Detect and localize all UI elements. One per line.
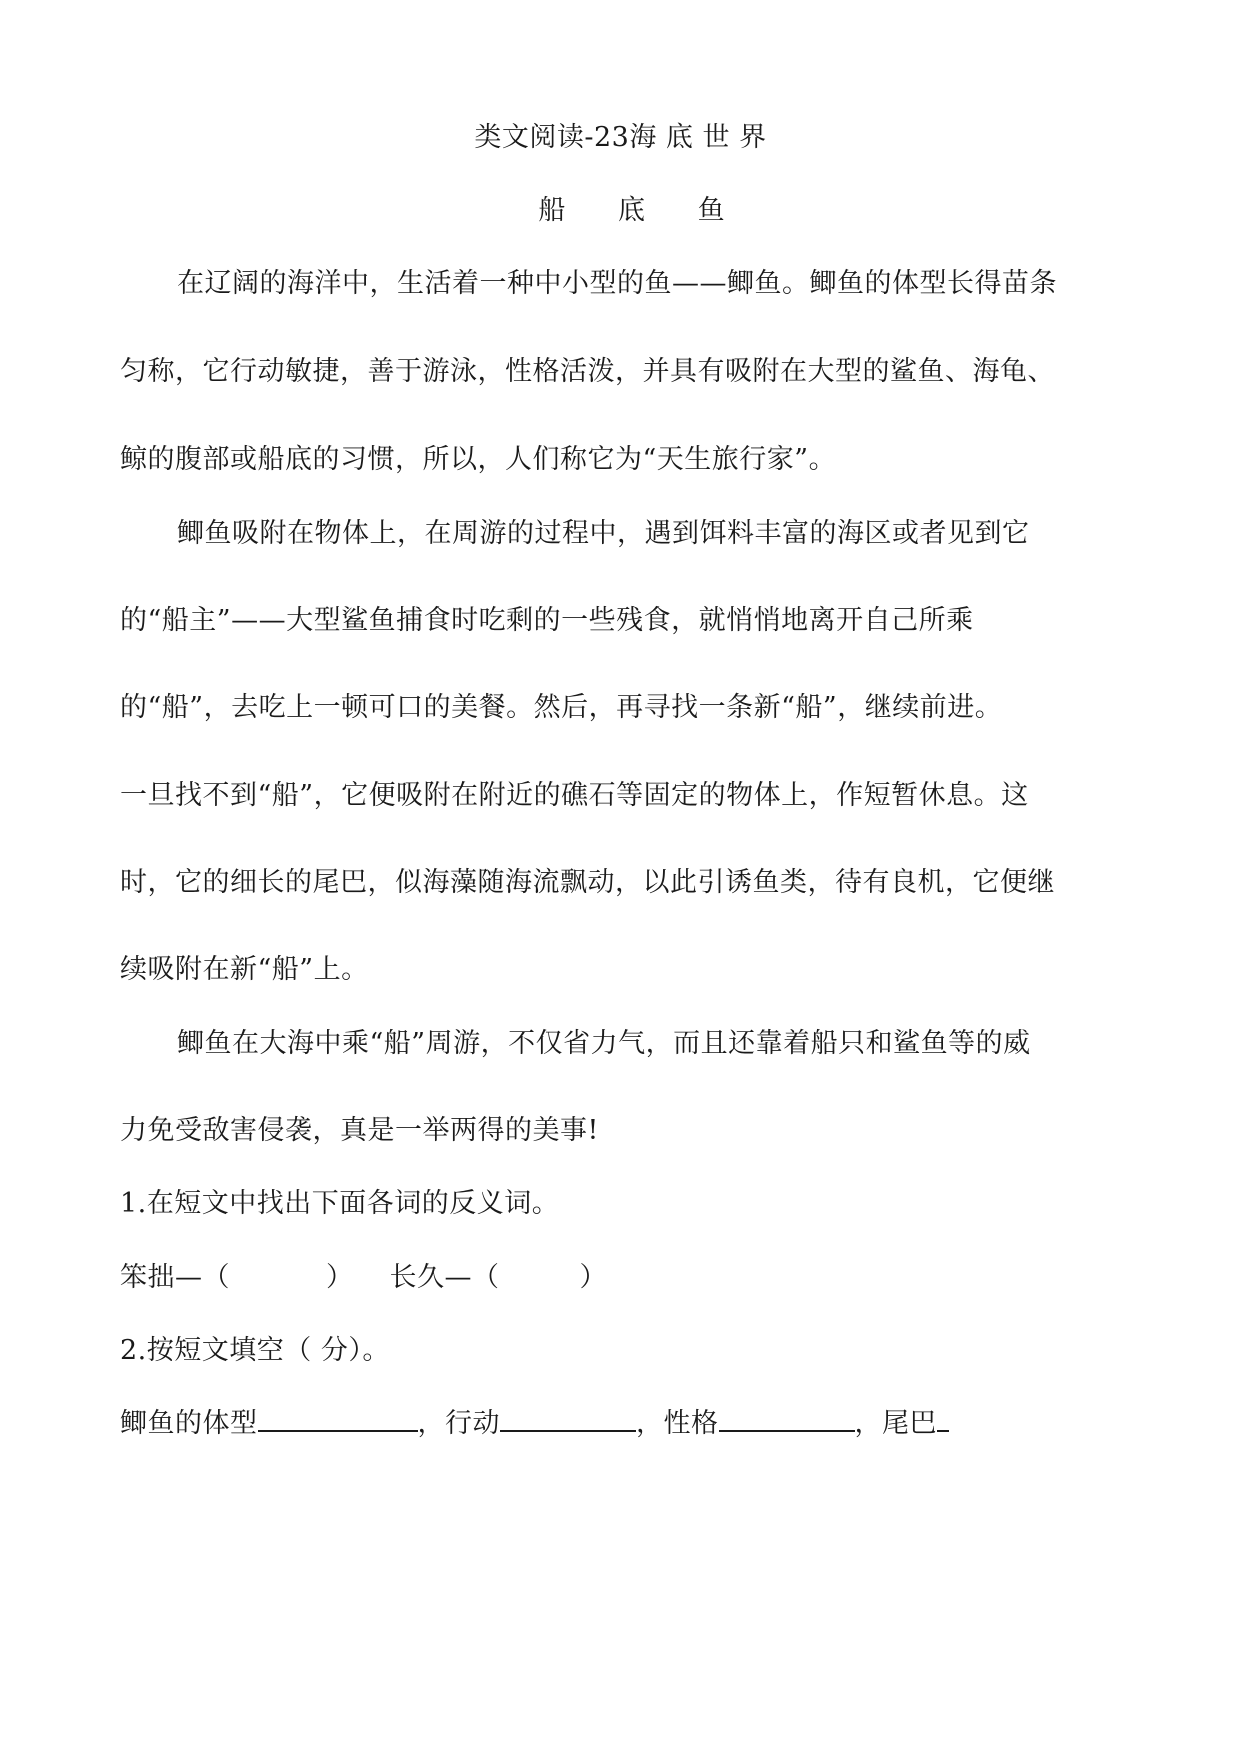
antonym-item-2-word: 长久—（ — [389, 1262, 500, 1293]
fill-blank-body[interactable] — [258, 1404, 418, 1432]
paragraph-2-line-2: 的“船主”——大型鲨鱼捕食时吃剩的一些残食，就悄悄地离开自己所乘 — [120, 605, 974, 636]
question-1-prompt: 1.在短文中找出下面各词的反义词。 — [120, 1188, 560, 1219]
paragraph-1-line-3: 鲸的腹部或船底的习惯，所以，人们称它为“天生旅行家”。 — [120, 444, 837, 475]
question-2-fill-line — [120, 1404, 1130, 1444]
paragraph-1-line-1: 在辽阔的海洋中，生活着一种中小型的鱼——鲫鱼。鲫鱼的体型长得苗条 — [177, 268, 1057, 299]
paragraph-2-line-3: 的“船”，去吃上一顿可口的美餐。然后，再寻找一条新“船”，继续前进。 — [120, 692, 1003, 723]
document-title: 类文阅读-23海 底 世 界 — [474, 122, 767, 153]
fill-label-action: ，行动 — [417, 1408, 500, 1439]
paragraph-1-line-2: 匀称，它行动敏捷，善于游泳，性格活泼，并具有吸附在大型的鲨鱼、海龟、 — [120, 356, 1055, 387]
antonym-item-1-close: ） — [326, 1262, 354, 1293]
paragraph-2-line-6: 续吸附在新“船”上。 — [120, 954, 369, 985]
antonym-item-1-word: 笨拙—（ — [120, 1262, 230, 1293]
fill-blank-action[interactable] — [500, 1404, 636, 1432]
fill-label-body: 鲫鱼的体型 — [120, 1408, 258, 1439]
fill-blank-character[interactable] — [719, 1404, 855, 1432]
fill-label-character: ，性格 — [636, 1408, 719, 1439]
paragraph-3-line-2: 力免受敌害侵袭，真是一举两得的美事! — [120, 1115, 599, 1146]
fill-label-tail: ，尾巴 — [854, 1408, 937, 1439]
fill-blank-tail[interactable] — [937, 1404, 949, 1432]
paragraph-3-line-1: 鲫鱼在大海中乘“船”周游，不仅省力气，而且还靠着船只和鲨鱼等的威 — [177, 1028, 1031, 1059]
passage-title: 船 底 鱼 — [538, 195, 747, 226]
paragraph-2-line-5: 时，它的细长的尾巴，似海藻随海流飘动，以此引诱鱼类，待有良机，它便继 — [120, 867, 1055, 898]
paragraph-2-line-1: 鲫鱼吸附在物体上，在周游的过程中，遇到饵料丰富的海区或者见到它 — [177, 518, 1030, 549]
question-1-items — [120, 1258, 1130, 1298]
paragraph-2-line-4: 一旦找不到“船”，它便吸附在附近的礁石等固定的物体上，作短暂休息。这 — [120, 780, 1029, 811]
antonym-item-2-close: ） — [579, 1262, 607, 1293]
question-2-prompt: 2.按短文填空（ 分）。 — [120, 1335, 390, 1366]
